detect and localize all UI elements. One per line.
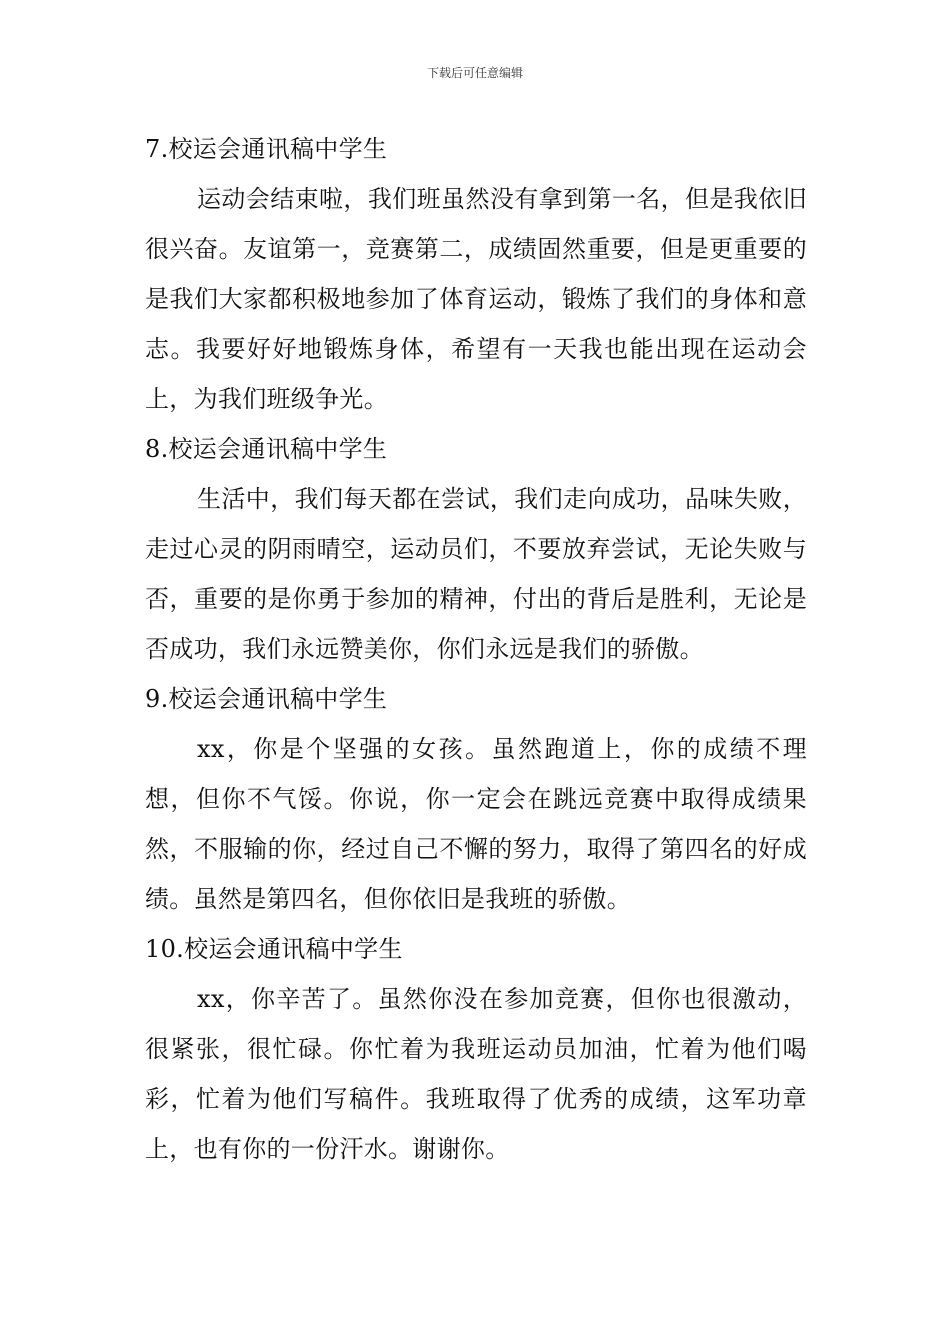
section-paragraph-7: 运动会结束啦，我们班虽然没有拿到第一名，但是我依旧很兴奋。友谊第一，竞赛第二，成绩固然重要，但是更重要的是我们大家都积极地参加了体育运动，锻炼了我们的身体和意志。我要好好地锻炼身体，希望有一天我也能出现在运动会上，为我们班级争光。 bbox=[145, 185, 807, 413]
section-heading-8: 8.校运会通讯稿中学生 bbox=[145, 435, 388, 463]
section-paragraph-8: 生活中，我们每天都在尝试，我们走向成功，品味失败，走过心灵的阴雨晴空，运动员们，不要放弃尝试，无论失败与否，重要的是你勇于参加的精神，付出的背后是胜利，无论是否成功，我们永远赞美你，你们永远是我们的骄傲。 bbox=[145, 485, 807, 663]
section-heading-7: 7.校运会通讯稿中学生 bbox=[145, 135, 388, 163]
section-paragraph-9: xx，你是个坚强的女孩。虽然跑道上，你的成绩不理想，但你不气馁。你说，你一定会在跳远竞赛中取得成绩果然，不服输的你，经过自己不懈的努力，取得了第四名的好成绩。虽然是第四名，但你依旧是我班的骄傲。 bbox=[145, 735, 807, 913]
document-body bbox=[145, 124, 807, 1174]
section-paragraph-10: xx，你辛苦了。虽然你没在参加竞赛，但你也很激动，很紧张，很忙碌。你忙着为我班运动员加油，忙着为他们喝彩，忙着为他们写稿件。我班取得了优秀的成绩，这军功章上，也有你的一份汗水。谢谢你。 bbox=[145, 985, 807, 1163]
section-heading-10: 10.校运会通讯稿中学生 bbox=[145, 935, 403, 963]
header-note: 下载后可任意编辑 bbox=[426, 66, 523, 80]
section-heading-9: 9.校运会通讯稿中学生 bbox=[145, 685, 388, 713]
